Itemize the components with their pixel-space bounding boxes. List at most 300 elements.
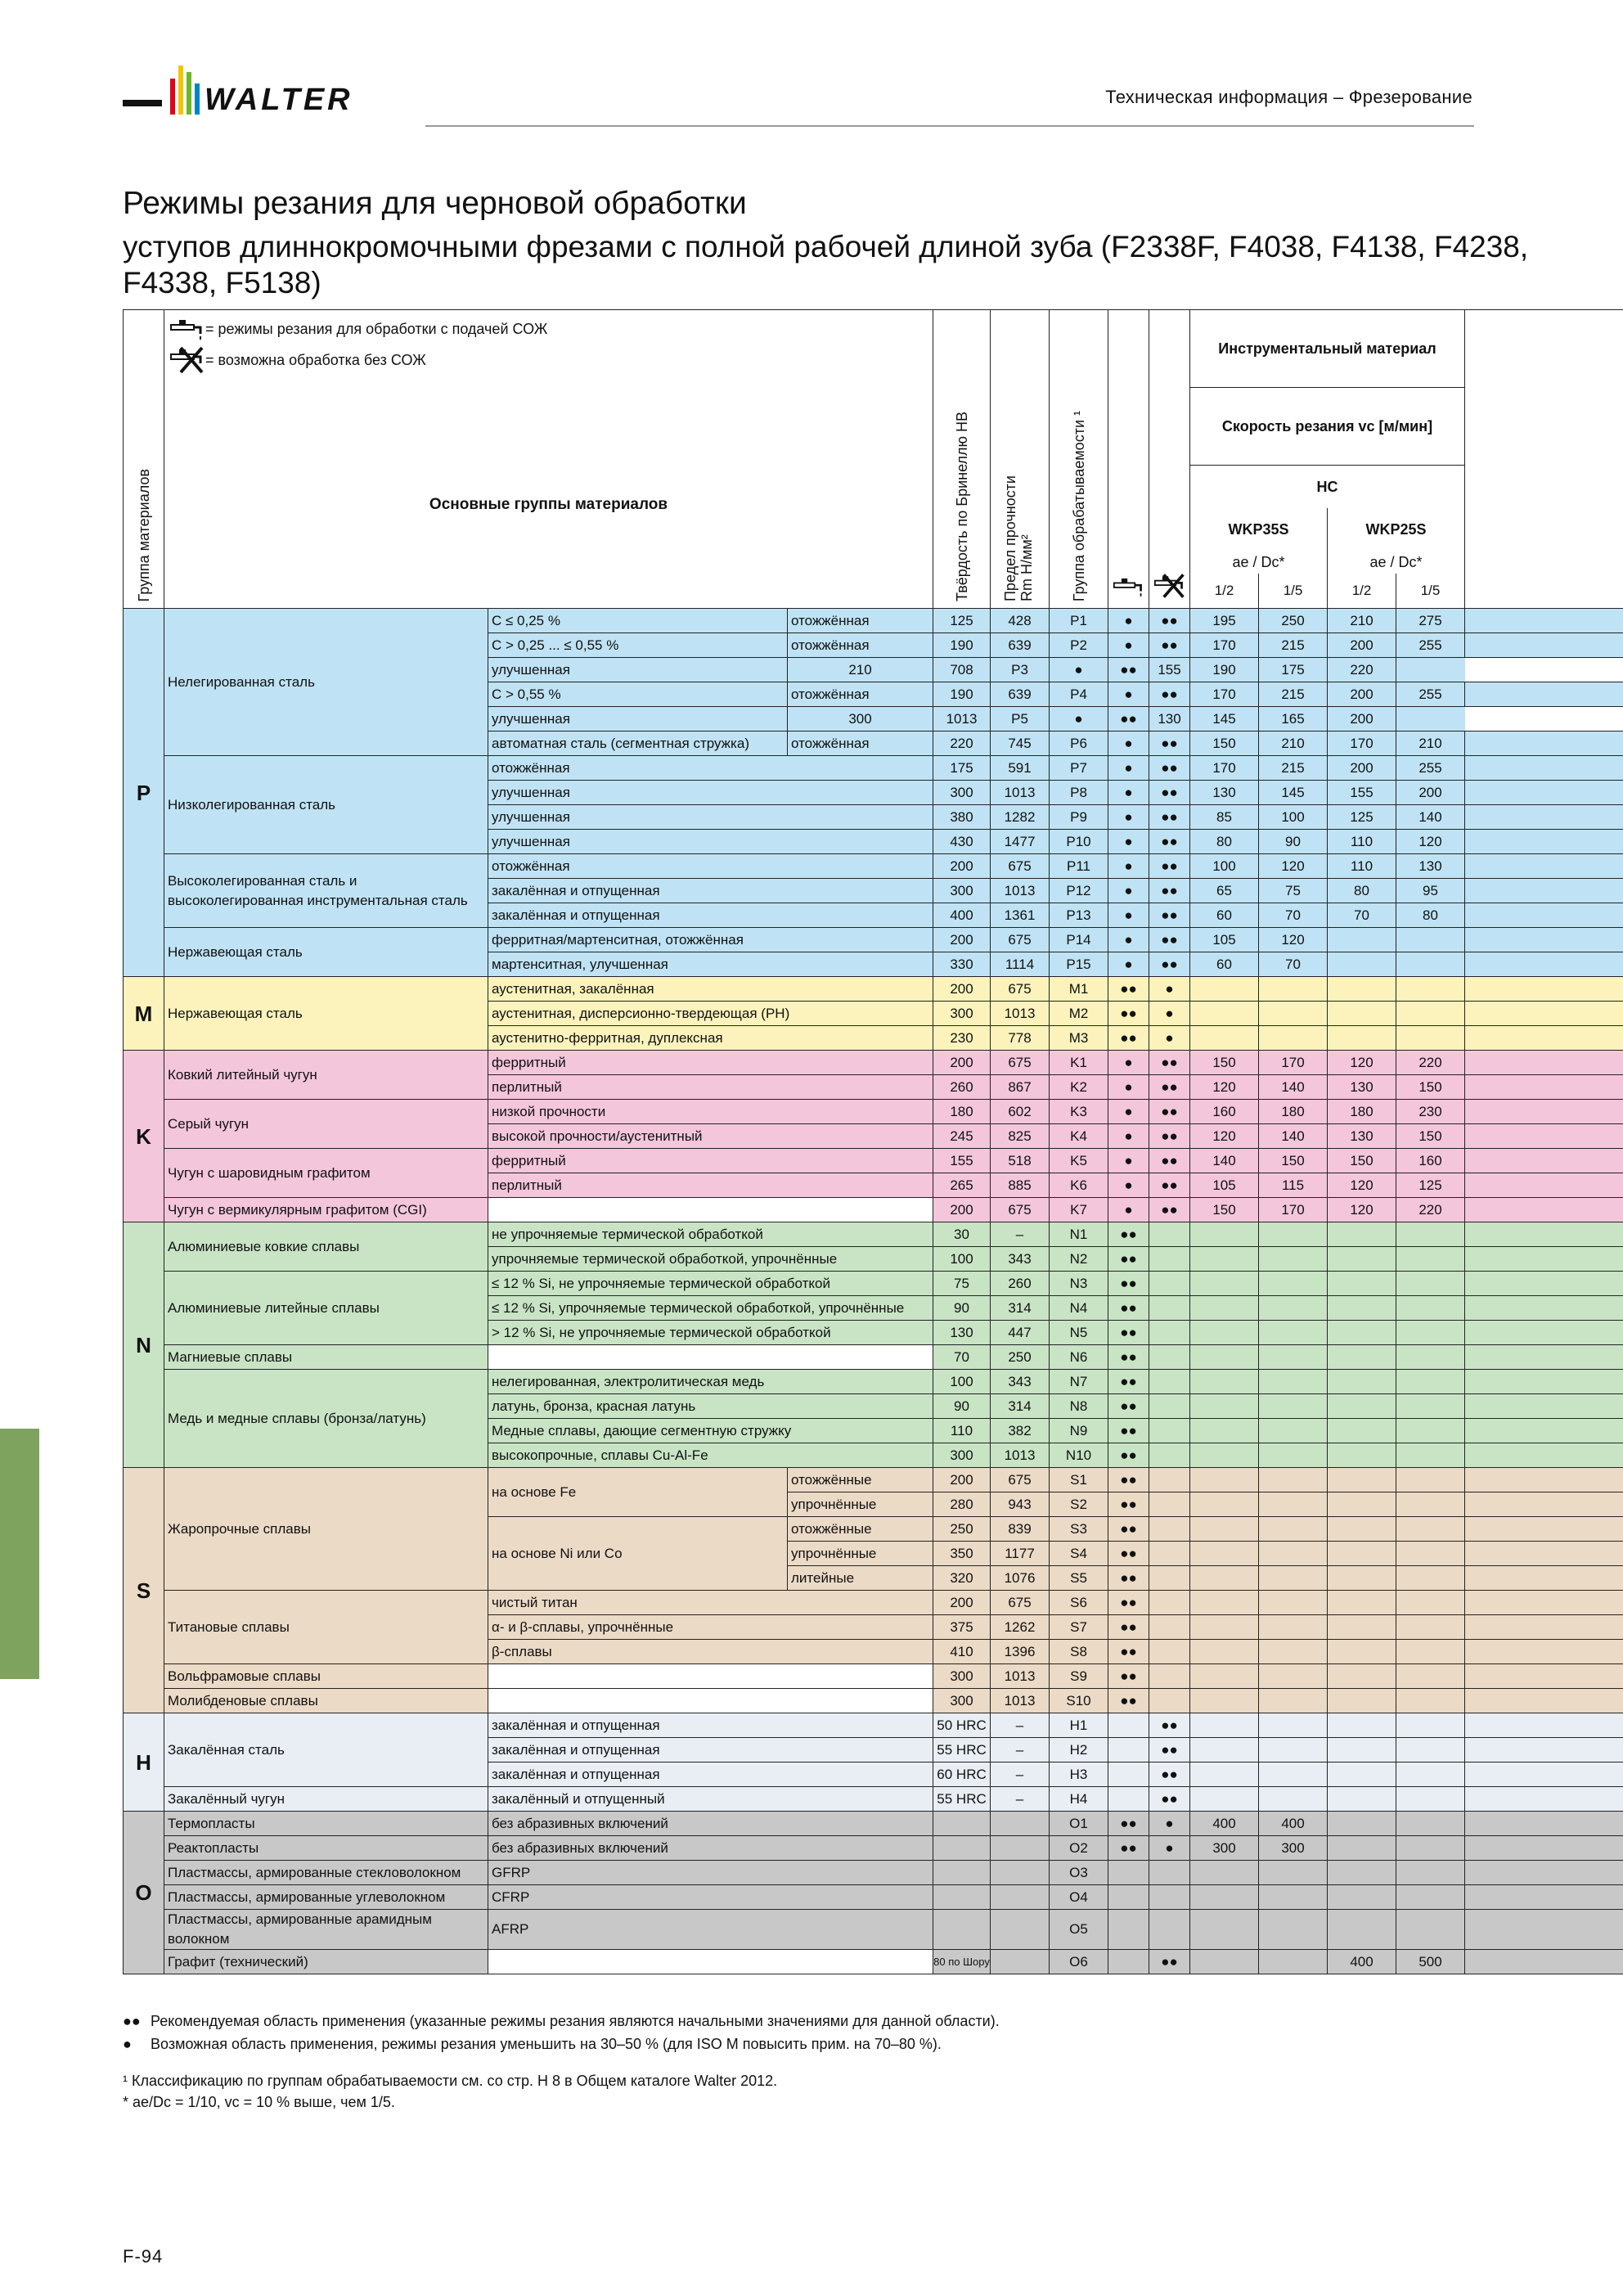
- dry-suitability: ●●: [1149, 1950, 1190, 1974]
- speed-wkp25s-half: 155: [1328, 781, 1396, 805]
- tensile-strength-rm: [991, 1910, 1050, 1950]
- empty-cell: [1465, 830, 1623, 854]
- speed-wkp35s-half: [1190, 1321, 1259, 1345]
- hardness-hb: 300: [933, 1002, 991, 1026]
- hardness-hb: 230: [933, 1026, 991, 1051]
- empty-cell: [1465, 1738, 1623, 1763]
- material-description: α- и β-сплавы, упрочнённые: [488, 1615, 933, 1640]
- speed-wkp35s-fifth: [1259, 1713, 1328, 1738]
- speed-wkp35s-fifth: 210: [1259, 732, 1328, 756]
- speed-wkp25s-half: [1328, 1713, 1396, 1738]
- hardness-hb: 30: [933, 1222, 991, 1247]
- section-header: Техническая информация – Фрезерование: [1105, 87, 1472, 107]
- material-group-letter: K: [124, 1051, 164, 1222]
- hardness-hb: 330: [933, 952, 991, 977]
- empty-cell: [1465, 903, 1623, 928]
- dry-suitability: ●: [1149, 1002, 1190, 1026]
- material-description: β-сплавы: [488, 1640, 933, 1664]
- speed-wkp35s-half: [1190, 1394, 1259, 1419]
- material-description: C > 0,25 ... ≤ 0,55 %: [488, 633, 788, 658]
- material-condition: улучшенная: [488, 707, 788, 732]
- material-description: высокопрочные, сплавы Cu-Al-Fe: [488, 1443, 933, 1468]
- speed-wkp25s-fifth: 255: [1396, 633, 1465, 658]
- material-condition: отожжённые: [788, 1517, 933, 1542]
- dry-suitability: ●: [1149, 1836, 1190, 1861]
- speed-wkp35s-fifth: [1259, 1370, 1328, 1394]
- speed-wkp35s-half: [1190, 1468, 1259, 1492]
- speed-wkp35s-half: [1190, 1222, 1259, 1247]
- table-row: [124, 1836, 1623, 1861]
- material-subgroup-name: Реактопласты: [164, 1836, 488, 1861]
- tensile-strength-rm: 1361: [991, 903, 1050, 928]
- table-row: [124, 1787, 1623, 1812]
- machinability-group: K2: [1050, 1075, 1108, 1100]
- speed-wkp35s-fifth: [1259, 977, 1328, 1002]
- machinability-group: P1: [1050, 609, 1108, 633]
- tensile-strength-rm: –: [991, 1763, 1050, 1787]
- empty-cell: [1465, 1492, 1623, 1517]
- speed-wkp35s-half: [1190, 1950, 1259, 1974]
- material-description: аустенитно-ферритная, дуплексная: [488, 1026, 933, 1051]
- footnote-2: * ae/Dc = 1/10, vc = 10 % выше, чем 1/5.: [123, 2094, 395, 2110]
- coolant-suitability: ●●: [1108, 1812, 1149, 1836]
- header-rm-label: Предел прочности Rm Н/мм²: [1001, 475, 1035, 601]
- material-description: улучшенная: [488, 781, 933, 805]
- dry-suitability: [1149, 1615, 1190, 1640]
- material-subgroup-name: Вольфрамовые сплавы: [164, 1664, 488, 1689]
- hardness-hb: 175: [933, 756, 991, 781]
- hardness-hb: 350: [933, 1542, 991, 1566]
- table-row: [124, 1051, 1623, 1075]
- speed-wkp35s-fifth: 170: [1259, 1051, 1328, 1075]
- speed-wkp25s-half: [1328, 1296, 1396, 1321]
- speed-wkp25s-half: [1328, 1345, 1396, 1370]
- material-subgroup-name: Магниевые сплавы: [164, 1345, 488, 1370]
- material-description: [488, 1950, 933, 1974]
- hardness-hb: 200: [933, 1051, 991, 1075]
- table-row: [124, 1370, 1623, 1394]
- coolant-suitability: ●●: [1108, 1296, 1149, 1321]
- hardness-hb: 110: [933, 1419, 991, 1443]
- empty-cell: [1465, 1517, 1623, 1542]
- hardness-hb: 200: [933, 1468, 991, 1492]
- speed-wkp25s-fifth: [1396, 1910, 1465, 1950]
- header-mach-col: [1050, 310, 1108, 609]
- machinability-group: K1: [1050, 1051, 1108, 1075]
- table-row: [124, 1950, 1623, 1974]
- table-row: [124, 1591, 1623, 1615]
- table-row: [124, 1468, 1623, 1492]
- speed-wkp25s-half: [1328, 1002, 1396, 1026]
- speed-wkp35s-fifth: [1259, 1615, 1328, 1640]
- speed-wkp25s-fifth: 80: [1396, 903, 1465, 928]
- coolant-suitability: ●: [1108, 879, 1149, 903]
- material-subgroup-name: Титановые сплавы: [164, 1591, 488, 1664]
- dry-suitability: [1149, 1394, 1190, 1419]
- table-row: [124, 1345, 1623, 1370]
- speed-wkp25s-fifth: 140: [1396, 805, 1465, 830]
- speed-wkp35s-fifth: [1259, 1689, 1328, 1713]
- material-group-letter: P: [124, 609, 164, 977]
- speed-wkp25s-fifth: 220: [1396, 1198, 1465, 1222]
- hardness-hb: 380: [933, 805, 991, 830]
- speed-wkp25s-half: 120: [1328, 1051, 1396, 1075]
- speed-wkp25s-fifth: 95: [1396, 879, 1465, 903]
- speed-wkp25s-half: [1328, 1394, 1396, 1419]
- speed-wkp35s-fifth: 170: [1259, 1198, 1328, 1222]
- speed-wkp25s-half: [1328, 1885, 1396, 1910]
- material-description: аустенитная, закалённая: [488, 977, 933, 1002]
- coolant-suitability: [1108, 1950, 1149, 1974]
- speed-wkp25s-half: 80: [1328, 879, 1396, 903]
- speed-wkp25s-half: 400: [1328, 1950, 1396, 1974]
- speed-wkp35s-fifth: [1259, 1787, 1328, 1812]
- tensile-strength-rm: 639: [991, 633, 1050, 658]
- empty-cell: [1465, 1222, 1623, 1247]
- tensile-strength-rm: 675: [991, 928, 1050, 952]
- speed-wkp35s-half: [1190, 1419, 1259, 1443]
- machinability-group: S6: [1050, 1591, 1108, 1615]
- speed-wkp35s-half: [1190, 1591, 1259, 1615]
- tensile-strength-rm: 943: [991, 1492, 1050, 1517]
- empty-cell: [1465, 756, 1623, 781]
- speed-wkp35s-fifth: 145: [1259, 781, 1328, 805]
- speed-wkp35s-fifth: 400: [1259, 1812, 1328, 1836]
- material-description: закалённая и отпущенная: [488, 903, 933, 928]
- tensile-strength-rm: 1013: [933, 707, 991, 732]
- tensile-strength-rm: [991, 1885, 1050, 1910]
- material-subgroup-name: Нержавеющая сталь: [164, 928, 488, 977]
- material-description: ≤ 12 % Si, не упрочняемые термической обработкой: [488, 1272, 933, 1296]
- coolant-suitability: ●: [1108, 682, 1149, 707]
- speed-wkp25s-half: [1328, 1247, 1396, 1272]
- speed-wkp35s-half: [1190, 1026, 1259, 1051]
- machinability-group: P2: [1050, 633, 1108, 658]
- material-description: высокой прочности/аустенитный: [488, 1124, 933, 1149]
- dry-suitability: ●●: [1149, 805, 1190, 830]
- hardness-hb: 430: [933, 830, 991, 854]
- dry-suitability: [1149, 1566, 1190, 1591]
- speed-wkp35s-half: 170: [1190, 682, 1259, 707]
- coolant-suitability: ●: [1108, 781, 1149, 805]
- dry-suitability: ●●: [1149, 952, 1190, 977]
- speed-wkp25s-half: [1328, 1566, 1396, 1591]
- dry-suitability: [1149, 1885, 1190, 1910]
- speed-wkp25s-half: [1328, 1738, 1396, 1763]
- dry-suitability: ●●: [1149, 854, 1190, 879]
- speed-wkp25s-half: 180: [1328, 1100, 1396, 1124]
- speed-wkp35s-half: [1190, 1370, 1259, 1394]
- dry-suitability: ●●: [1149, 1787, 1190, 1812]
- material-condition: отожжённая: [788, 609, 933, 633]
- material-condition: улучшенная: [488, 658, 788, 682]
- speed-wkp25s-fifth: 160: [1396, 1149, 1465, 1173]
- empty-cell: [1465, 1542, 1623, 1566]
- coolant-suitability: ●: [1108, 1149, 1149, 1173]
- empty-cell: [1465, 1885, 1623, 1910]
- coolant-suitability: [1108, 1861, 1149, 1885]
- speed-wkp35s-fifth: [1259, 1763, 1328, 1787]
- coolant-suitability: ●●: [1108, 1370, 1149, 1394]
- machinability-group: N3: [1050, 1272, 1108, 1296]
- speed-wkp25s-half: 70: [1328, 903, 1396, 928]
- dry-suitability: [1149, 1468, 1190, 1492]
- hardness-hb: 280: [933, 1492, 991, 1517]
- dry-suitability: [1149, 1247, 1190, 1272]
- material-condition: упрочнённые: [788, 1542, 933, 1566]
- coolant-suitability: ●●: [1108, 1615, 1149, 1640]
- tensile-strength-rm: 885: [991, 1173, 1050, 1198]
- speed-wkp25s-half: [1328, 1664, 1396, 1689]
- material-description: закалённая и отпущенная: [488, 1763, 933, 1787]
- speed-wkp35s-half: [1190, 1787, 1259, 1812]
- speed-wkp25s-fifth: 500: [1396, 1950, 1465, 1974]
- table-row: [124, 1861, 1623, 1885]
- material-subgroup-name: Закалённая сталь: [164, 1713, 488, 1787]
- speed-wkp25s-half: [1328, 1222, 1396, 1247]
- tensile-strength-rm: 602: [991, 1100, 1050, 1124]
- coolant-suitability: ●●: [1108, 1222, 1149, 1247]
- machinability-group: P6: [1050, 732, 1108, 756]
- speed-wkp25s-half: 125: [1328, 805, 1396, 830]
- hardness-hb: 155: [933, 1149, 991, 1173]
- empty-cell: [1465, 1321, 1623, 1345]
- empty-cell: [1465, 1173, 1623, 1198]
- speed-wkp25s-half: [1328, 1812, 1396, 1836]
- material-condition: отожжённая: [788, 732, 933, 756]
- speed-wkp35s-fifth: [1259, 1566, 1328, 1591]
- legend-possible-text: Возможная область применения, режимы резания уменьшить на 30–50 % (для ISO M повысить прим. на 70–80 %).: [151, 2036, 942, 2052]
- material-group-letter: O: [124, 1812, 164, 1974]
- material-subgroup-name: Чугун с шаровидным графитом: [164, 1149, 488, 1198]
- page-subtitle: уступов длиннокромочными фрезами с полной рабочей длиной зуба (F2338F, F4038, F4138, F4238, F4338, F5138): [123, 230, 1529, 299]
- page-number: F-94: [123, 2246, 164, 2267]
- tensile-strength-rm: –: [991, 1222, 1050, 1247]
- speed-wkp35s-half: [1190, 1345, 1259, 1370]
- machinability-group: P5: [991, 707, 1050, 732]
- empty-cell: [1465, 1615, 1623, 1640]
- speed-wkp35s-fifth: 115: [1259, 1173, 1328, 1198]
- coolant-suitability: ●●: [1108, 1419, 1149, 1443]
- speed-wkp35s-half: [1190, 1615, 1259, 1640]
- legend-possible-symbol: ●: [123, 2036, 132, 2052]
- machinability-group: S5: [1050, 1566, 1108, 1591]
- material-description: AFRP: [488, 1910, 933, 1950]
- hardness-hb: 190: [933, 633, 991, 658]
- speed-wkp35s-fifth: 250: [1259, 609, 1328, 633]
- speed-wkp35s-half: 155: [1149, 658, 1190, 682]
- dry-suitability: [1149, 1443, 1190, 1468]
- empty-cell: [1465, 1689, 1623, 1713]
- coolant-suitability: ●: [1108, 1051, 1149, 1075]
- material-subgroup-name: Серый чугун: [164, 1100, 488, 1149]
- material-subgroup-name: Алюминиевые литейные сплавы: [164, 1272, 488, 1345]
- speed-wkp25s-fifth: 125: [1396, 1173, 1465, 1198]
- material-subgroup-name: Пластмассы, армированные арамидным волокном: [164, 1910, 488, 1950]
- table-row: [124, 1812, 1623, 1836]
- header-tool-material: Инструментальный материал: [1190, 310, 1465, 388]
- speed-wkp35s-half: 150: [1190, 732, 1259, 756]
- machinability-group: N7: [1050, 1370, 1108, 1394]
- speed-wkp35s-half: 400: [1190, 1812, 1259, 1836]
- speed-wkp25s-half: 110: [1328, 854, 1396, 879]
- coolant-suitability: [1108, 1787, 1149, 1812]
- coolant-tap-icon: [1113, 574, 1145, 599]
- speed-wkp25s-fifth: 220: [1328, 658, 1396, 682]
- speed-wkp25s-fifth: 200: [1328, 707, 1396, 732]
- tensile-strength-rm: 447: [991, 1321, 1050, 1345]
- empty-cell: [1465, 1566, 1623, 1591]
- coolant-suitability: ●: [1108, 1173, 1149, 1198]
- speed-wkp25s-fifth: 220: [1396, 1051, 1465, 1075]
- tensile-strength-rm: [991, 1812, 1050, 1836]
- dry-suitability: [1149, 1591, 1190, 1615]
- coolant-suitability: ●●: [1108, 1345, 1149, 1370]
- speed-wkp25s-fifth: [1396, 1345, 1465, 1370]
- machinability-group: P12: [1050, 879, 1108, 903]
- speed-wkp25s-half: [1328, 952, 1396, 977]
- hardness-hb: 300: [933, 1664, 991, 1689]
- hardness-hb: 55 HRC: [933, 1738, 991, 1763]
- speed-wkp35s-half: [1190, 1738, 1259, 1763]
- tensile-strength-rm: –: [991, 1738, 1050, 1763]
- speed-wkp35s-fifth: [1259, 1517, 1328, 1542]
- speed-wkp35s-half: [1190, 977, 1259, 1002]
- tensile-strength-rm: [991, 1950, 1050, 1974]
- speed-wkp25s-fifth: [1396, 1321, 1465, 1345]
- header-coolant-col: [1108, 310, 1149, 609]
- speed-wkp25s-fifth: [1396, 1443, 1465, 1468]
- coolant-suitability: ●●: [1108, 1664, 1149, 1689]
- coolant-suitability: ●●: [1108, 1247, 1149, 1272]
- machinability-group: H4: [1050, 1787, 1108, 1812]
- hardness-hb: 200: [933, 977, 991, 1002]
- hardness-hb: [933, 1812, 991, 1836]
- speed-wkp25s-fifth: [1396, 1026, 1465, 1051]
- header-mach-label: Группа обрабатываемости ¹: [1070, 410, 1087, 601]
- hardness-hb: [933, 1910, 991, 1950]
- material-description: без абразивных включений: [488, 1812, 933, 1836]
- speed-wkp35s-half: 120: [1190, 1124, 1259, 1149]
- material-description: не упрочняемые термической обработкой: [488, 1222, 933, 1247]
- table-row: [124, 1689, 1623, 1713]
- machinability-group: N8: [1050, 1394, 1108, 1419]
- tensile-strength-rm: 314: [991, 1296, 1050, 1321]
- speed-wkp25s-fifth: [1396, 1640, 1465, 1664]
- empty-cell: [1465, 1149, 1623, 1173]
- dry-suitability: [1149, 1664, 1190, 1689]
- speed-wkp25s-half: [1328, 1836, 1396, 1861]
- material-description: закалённая и отпущенная: [488, 1738, 933, 1763]
- material-description: латунь, бронза, красная латунь: [488, 1394, 933, 1419]
- header-rm-col: [991, 310, 1050, 609]
- material-description: автоматная сталь (сегментная стружка): [488, 732, 788, 756]
- coolant-suitability: ●: [1108, 952, 1149, 977]
- speed-wkp35s-half: [1190, 1443, 1259, 1468]
- speed-wkp25s-fifth: [1396, 1370, 1465, 1394]
- footnote-1: ¹ Классификацию по группам обрабатываемости см. со стр. H 8 в Общем каталоге Walter 2012.: [123, 2073, 778, 2089]
- machinability-group: N5: [1050, 1321, 1108, 1345]
- dry-suitability: ●●: [1149, 928, 1190, 952]
- table-row: [124, 1222, 1623, 1247]
- table-row: [124, 1713, 1623, 1738]
- speed-wkp25s-fifth: [1396, 1517, 1465, 1542]
- header-grade-2: WKP25S: [1328, 508, 1465, 551]
- speed-wkp25s-fifth: [1396, 1296, 1465, 1321]
- material-description: закалённая и отпущенная: [488, 1713, 933, 1738]
- speed-wkp25s-fifth: 255: [1396, 682, 1465, 707]
- speed-wkp25s-half: 120: [1328, 1173, 1396, 1198]
- empty-cell: [1465, 1640, 1623, 1664]
- speed-wkp25s-fifth: [1396, 1247, 1465, 1272]
- symbol-legend: [123, 2010, 1000, 2055]
- speed-wkp35s-fifth: 180: [1259, 1100, 1328, 1124]
- coolant-suitability: [1108, 1910, 1149, 1950]
- speed-wkp25s-fifth: 200: [1396, 781, 1465, 805]
- speed-wkp25s-half: [1328, 1542, 1396, 1566]
- machinability-group: P3: [991, 658, 1050, 682]
- tensile-strength-rm: 591: [991, 756, 1050, 781]
- dry-suitability: ●●: [1149, 879, 1190, 903]
- header-main-col: [164, 310, 933, 609]
- machinability-group: N1: [1050, 1222, 1108, 1247]
- table-row: [124, 756, 1623, 781]
- hardness-hb: 90: [933, 1394, 991, 1419]
- tensile-strength-rm: 428: [991, 609, 1050, 633]
- material-condition: отожжённая: [788, 633, 933, 658]
- dry-suitability: [1149, 1517, 1190, 1542]
- hardness-hb: 180: [933, 1100, 991, 1124]
- speed-wkp25s-fifth: [1396, 1272, 1465, 1296]
- speed-wkp25s-fifth: [1396, 1222, 1465, 1247]
- speed-wkp25s-half: [1328, 1640, 1396, 1664]
- speed-wkp25s-half: [1328, 1689, 1396, 1713]
- material-description: ферритная/мартенситная, отожжённая: [488, 928, 933, 952]
- speed-wkp25s-half: [1328, 977, 1396, 1002]
- coolant-suitability: ●: [1108, 1075, 1149, 1100]
- tensile-strength-rm: 343: [991, 1370, 1050, 1394]
- tensile-strength-rm: 675: [991, 1198, 1050, 1222]
- machinability-group: S8: [1050, 1640, 1108, 1664]
- header-group-col: [124, 310, 164, 609]
- material-description: на основе Fe: [488, 1468, 788, 1517]
- machinability-group: O6: [1050, 1950, 1108, 1974]
- machinability-group: S10: [1050, 1689, 1108, 1713]
- speed-wkp25s-half: 200: [1328, 633, 1396, 658]
- hardness-hb: 125: [933, 609, 991, 633]
- empty-cell: [1465, 1910, 1623, 1950]
- machinability-group: P9: [1050, 805, 1108, 830]
- hardness-hb: 190: [933, 682, 991, 707]
- hardness-hb: 410: [933, 1640, 991, 1664]
- empty-cell: [1465, 1443, 1623, 1468]
- material-description: закалённый и отпущенный: [488, 1787, 933, 1812]
- speed-wkp35s-half: 300: [1190, 1836, 1259, 1861]
- empty-cell: [1465, 1296, 1623, 1321]
- machinability-group: H3: [1050, 1763, 1108, 1787]
- speed-wkp35s-fifth: 100: [1259, 805, 1328, 830]
- speed-wkp25s-fifth: [1396, 1664, 1465, 1689]
- empty-cell: [1465, 1763, 1623, 1787]
- machinability-group: P10: [1050, 830, 1108, 854]
- speed-wkp35s-fifth: [1259, 1640, 1328, 1664]
- table-row: [124, 1910, 1623, 1950]
- speed-wkp25s-half: 150: [1328, 1149, 1396, 1173]
- speed-wkp25s-half: [1328, 1370, 1396, 1394]
- table-body: [124, 609, 1623, 1974]
- table-row: [124, 1100, 1623, 1124]
- empty-cell: [1465, 879, 1623, 903]
